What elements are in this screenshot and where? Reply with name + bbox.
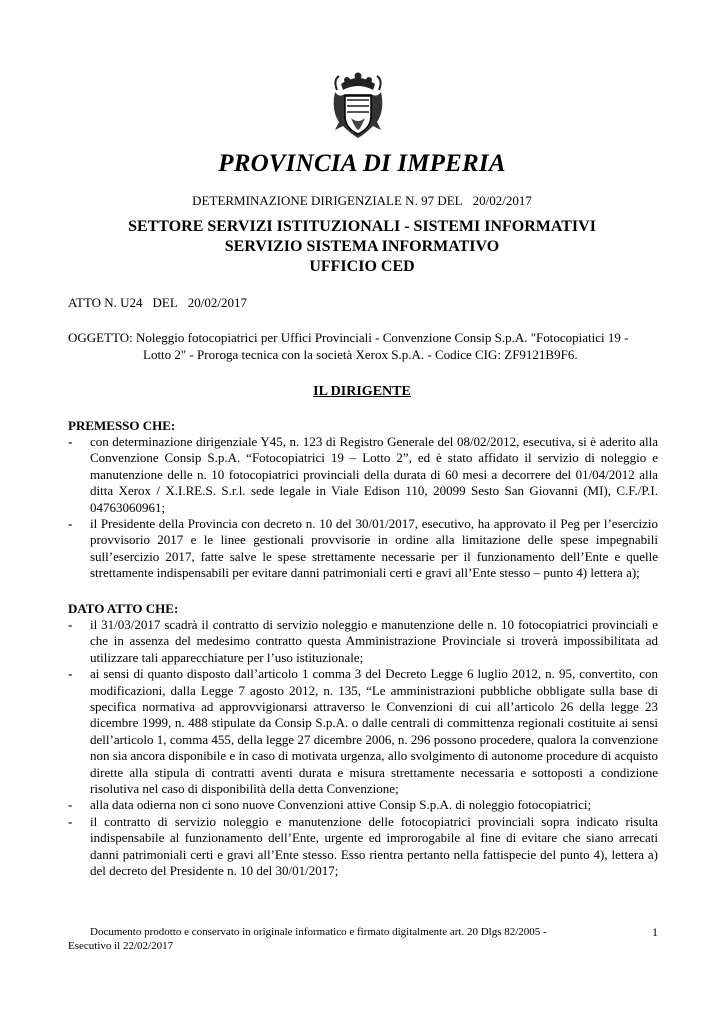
page-number: 1 (652, 925, 658, 939)
dash-bullet: - (68, 617, 73, 632)
atto-date: 20/02/2017 (187, 295, 248, 310)
determination-label: DETERMINAZIONE DIRIGENZIALE N. 97 DEL (192, 193, 463, 208)
footer-executive-date: Esecutivo il 22/02/2017 (68, 940, 174, 952)
dato-atto-section (68, 601, 658, 880)
list-item (68, 434, 658, 516)
list-item (68, 617, 658, 666)
coat-of-arms-icon (331, 70, 385, 140)
page-title: PROVINCIA DI IMPERIA (218, 150, 506, 177)
list-item (68, 797, 658, 813)
dash-bullet: - (68, 797, 73, 813)
list-item-text: il contratto di servizio noleggio e manutenzione delle fotocopiatrici provinciali sopra indicato risulta indispensabile al funzionamento dell’Ente, urgente ed improrogabile al fine di evitare che siano arrecati danni patrimoniali certi e gravi all’Ente stesso. Esso rientra pertanto nella fattispecie del punto 4), lettera a) del decreto del Presidente n. 10 del 30/01/2017; (90, 813, 658, 879)
list-item-text: ai sensi di quanto disposto dall’articolo 1 comma 3 del Decreto Legge 6 luglio 2012, n. 95, convertito, con modificazioni, dalla Legge 7 agosto 2012, n. 135, “Le amministrazioni pubbliche obbligate sulla base di specifica normativa ad approvvigionarsi attraverso le Convenzioni di cui all’articolo 26 della legge 23 dicembre 1999, n. 488 stipulate da Consip S.p.A. o dalle centrali di committenza regionali costituite ai sensi dell’articolo 1, comma 455, della legge 27 dicembre 2006, n. 296 possono procedere, qualora la convenzione non sia ancora disponibile e in caso di motivata urgenza, allo svolgimento di autonome procedure di acquisto dirette alla stipula di contratti aventi durata e misura strettamente necessaria e sottoposti a condizione risolutiva nel caso di disponibilità della detta Convenzione; (90, 666, 658, 797)
list-item-text: con determinazione dirigenziale Y45, n. 123 di Registro Generale del 08/02/2012, esecutiva, si è aderito alla Convenzione Consip S.p.A. “Fotocopiatrici 19 – Lotto 2”, ed è stato affidato il servizio di noleggio e manutenzione delle n. 10 fotocopiatrici provinciali della durata di 60 mesi a decorrere del 01/04/2012 alla ditta Xerox / X.I.RE.S. S.r.l. sede legale in Viale Edison 110, 20099 Sesto San Giovanni (MI), C.F./P.I. 04763060961; (90, 434, 658, 515)
oggetto-line: Lotto 2" - Proroga tecnica con la società Xerox S.p.A. - Codice CIG: ZF9121B9F6. (143, 347, 578, 362)
list-item (68, 814, 658, 880)
list-item-text: il 31/03/2017 scadrà il contratto di servizio noleggio e manutenzione delle n. 10 fotocopiatrici provinciali e che in assenza del medesimo contratto questa Amministrazione Provinciale si troverà impossibilitata ad utilizzare tali apparecchiature per l’uso istituzionale; (90, 617, 658, 665)
oggetto-line: OGGETTO: Noleggio fotocopiatrici per Uffici Provinciali - Convenzione Consip S.p.A. "Fotocopiatici 19 - (68, 330, 629, 345)
atto-del-label: DEL (152, 295, 178, 310)
office-line: UFFICIO CED (309, 258, 415, 275)
determination-date: 20/02/2017 (472, 193, 532, 208)
sector-line: SETTORE SERVIZI ISTITUZIONALI - SISTEMI INFORMATIVI (128, 218, 596, 235)
premesso-list (68, 434, 658, 582)
dash-bullet: - (68, 434, 73, 449)
premesso-section (68, 418, 658, 582)
determination-line (0, 193, 724, 209)
atto-line (68, 295, 247, 311)
dash-bullet: - (68, 516, 73, 532)
dirigente-heading: IL DIRIGENTE (313, 384, 411, 399)
footer-note: Documento prodotto e conservato in originale informatico e firmato digitalmente art. 20 Dlgs 82/2005 - (90, 926, 547, 938)
dato-atto-heading: DATO ATTO CHE: (68, 601, 179, 616)
atto-label: ATTO N. (68, 295, 117, 310)
list-item-text: il Presidente della Provincia con decreto n. 10 del 30/01/2017, esecutivo, ha approvato il Peg per l’esercizio provvisorio 2017 e le linee gestionali provvisorie in ordine alla limitazione delle spese impegnabili sull’esercizio 2017, fatte salve le spese strettamente necessarie per il funzionamento dell’Ente e quelle strettamente indispensabili per evitare danni patrimoniali certi e gravi all’Ente stesso – punto 4) lettera a); (90, 516, 658, 581)
service-line: SERVIZIO SISTEMA INFORMATIVO (224, 238, 500, 255)
premesso-heading: PREMESSO CHE: (68, 418, 176, 433)
atto-number: U24 (120, 295, 143, 310)
list-item (68, 516, 658, 582)
dash-bullet: - (68, 666, 73, 682)
sector-block (0, 217, 724, 277)
list-item (68, 666, 658, 797)
dato-atto-list (68, 617, 658, 880)
list-item-text: alla data odierna non ci sono nuove Convenzioni attive Consip S.p.A. di noleggio fotocopiatrici; (90, 797, 592, 813)
oggetto-block (68, 329, 660, 363)
dash-bullet: - (68, 813, 73, 829)
